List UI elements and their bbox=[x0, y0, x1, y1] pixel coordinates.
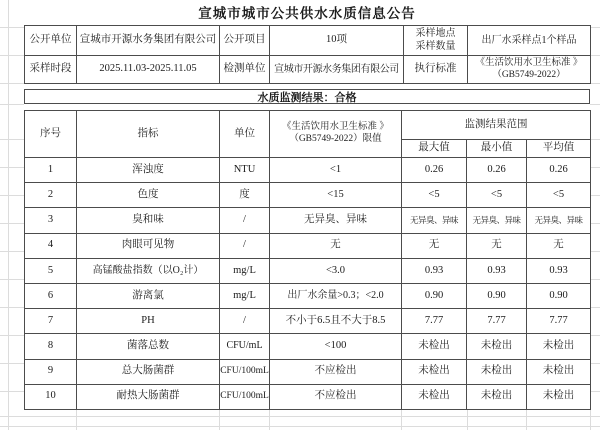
cell-limit: <100 bbox=[270, 334, 402, 359]
gridline bbox=[590, 279, 600, 280]
gridline bbox=[0, 426, 600, 427]
gridline bbox=[8, 0, 9, 430]
cell-limit: 出厂水余量>0.3；<2.0 bbox=[270, 283, 402, 308]
gridline bbox=[0, 363, 24, 364]
cell-min: 0.26 bbox=[467, 158, 527, 183]
cell-indicator: 总大肠菌群 bbox=[77, 359, 220, 384]
cell-limit: 不应检出 bbox=[270, 359, 402, 384]
gridline bbox=[0, 83, 24, 84]
gridline bbox=[0, 307, 24, 308]
result-banner: 水质监测结果：合格 bbox=[24, 89, 590, 104]
table-row bbox=[25, 158, 591, 183]
cell-max: 未检出 bbox=[402, 384, 467, 409]
gridline bbox=[590, 55, 600, 56]
standard-label: 执行标准 bbox=[404, 56, 468, 84]
cell-min: 未检出 bbox=[467, 334, 527, 359]
table-row bbox=[25, 208, 591, 233]
cell-min: 0.90 bbox=[467, 283, 527, 308]
cell-max: 7.77 bbox=[402, 309, 467, 334]
sampling-point-value: 出厂水采样点1个样品 bbox=[468, 26, 591, 56]
gridline bbox=[590, 363, 600, 364]
cell-avg: 无异臭、异味 bbox=[527, 208, 591, 233]
cell-indicator: 肉眼可见物 bbox=[77, 233, 220, 258]
gridline bbox=[401, 409, 402, 430]
gridline bbox=[590, 251, 600, 252]
gridline bbox=[0, 279, 24, 280]
standard-value bbox=[468, 56, 591, 84]
cell-no: 8 bbox=[25, 334, 77, 359]
data-table bbox=[24, 110, 591, 410]
gridline bbox=[526, 409, 527, 430]
cell-avg: 0.26 bbox=[527, 158, 591, 183]
cell-avg: 0.93 bbox=[527, 258, 591, 283]
header-max: 最大值 bbox=[402, 140, 467, 158]
sampling-point-label-line1: 采样地点 bbox=[415, 28, 456, 39]
cell-avg: 0.90 bbox=[527, 283, 591, 308]
cell-unit: NTU bbox=[220, 158, 270, 183]
table-row bbox=[25, 359, 591, 384]
table-row bbox=[25, 309, 591, 334]
gridline bbox=[590, 391, 600, 392]
cell-indicator: 浑浊度 bbox=[77, 158, 220, 183]
cell-unit: mg/L bbox=[220, 283, 270, 308]
cell-min: 未检出 bbox=[467, 384, 527, 409]
gridline bbox=[590, 167, 600, 168]
gridline bbox=[0, 55, 24, 56]
gridline bbox=[0, 195, 24, 196]
cell-limit: 不小于6.5且不大于8.5 bbox=[270, 309, 402, 334]
table-row bbox=[25, 384, 591, 409]
table-row bbox=[25, 258, 591, 283]
cell-indicator: 高锰酸盐指数（以O₂计） bbox=[77, 258, 220, 283]
cell-indicator: 菌落总数 bbox=[77, 334, 220, 359]
test-unit-value: 宣城市开源水务集团有限公司 bbox=[270, 56, 404, 84]
cell-no: 10 bbox=[25, 384, 77, 409]
cell-avg: 无 bbox=[527, 233, 591, 258]
standard-value-line2: （GB5749-2022） bbox=[492, 69, 566, 80]
open-items-value: 10项 bbox=[270, 26, 404, 56]
gridline bbox=[467, 409, 468, 430]
cell-no: 2 bbox=[25, 183, 77, 208]
gridline bbox=[0, 223, 24, 224]
cell-max: 0.93 bbox=[402, 258, 467, 283]
header-no: 序号 bbox=[25, 111, 77, 158]
cell-indicator: 游离氯 bbox=[77, 283, 220, 308]
gridline bbox=[76, 409, 77, 430]
cell-no: 6 bbox=[25, 283, 77, 308]
table-row bbox=[25, 334, 591, 359]
gridline bbox=[590, 335, 600, 336]
cell-indicator: PH bbox=[77, 309, 220, 334]
gridline bbox=[590, 83, 600, 84]
gridline bbox=[0, 251, 24, 252]
header-limit bbox=[270, 111, 402, 158]
gridline bbox=[590, 104, 600, 105]
cell-min: 无异臭、异味 bbox=[467, 208, 527, 233]
gridline bbox=[0, 167, 24, 168]
gridline bbox=[0, 104, 24, 105]
header-limit-line1: 《生活饮用水卫生标准 》 bbox=[282, 122, 389, 133]
cell-unit: / bbox=[220, 309, 270, 334]
cell-min: 7.77 bbox=[467, 309, 527, 334]
gridline bbox=[590, 307, 600, 308]
header-unit: 单位 bbox=[220, 111, 270, 158]
table-row bbox=[25, 233, 591, 258]
gridline bbox=[0, 335, 24, 336]
open-unit-value: 宣城市开源水务集团有限公司 bbox=[77, 26, 220, 56]
cell-min: <5 bbox=[467, 183, 527, 208]
cell-max: <5 bbox=[402, 183, 467, 208]
cell-indicator: 色度 bbox=[77, 183, 220, 208]
cell-limit: 不应检出 bbox=[270, 384, 402, 409]
cell-indicator: 耐热大肠菌群 bbox=[77, 384, 220, 409]
cell-unit: / bbox=[220, 208, 270, 233]
cell-min: 未检出 bbox=[467, 359, 527, 384]
cell-no: 4 bbox=[25, 233, 77, 258]
info-row-2 bbox=[25, 56, 591, 84]
table-row bbox=[25, 283, 591, 308]
cell-max: 未检出 bbox=[402, 334, 467, 359]
cell-limit: 无 bbox=[270, 233, 402, 258]
info-row-1 bbox=[25, 26, 591, 56]
cell-unit: CFU/100mL bbox=[220, 359, 270, 384]
cell-limit: <1 bbox=[270, 158, 402, 183]
open-items-label: 公开项目 bbox=[220, 26, 270, 56]
cell-unit: mg/L bbox=[220, 258, 270, 283]
cell-no: 5 bbox=[25, 258, 77, 283]
cell-avg: 未检出 bbox=[527, 359, 591, 384]
gridline bbox=[0, 139, 24, 140]
cell-avg: <5 bbox=[527, 183, 591, 208]
header-indicator: 指标 bbox=[77, 111, 220, 158]
cell-no: 9 bbox=[25, 359, 77, 384]
cell-no: 7 bbox=[25, 309, 77, 334]
gridline bbox=[269, 409, 270, 430]
open-unit-label: 公开单位 bbox=[25, 26, 77, 56]
gridline bbox=[590, 27, 600, 28]
cell-no: 3 bbox=[25, 208, 77, 233]
cell-unit: 度 bbox=[220, 183, 270, 208]
cell-unit: CFU/100mL bbox=[220, 384, 270, 409]
header-row-main bbox=[25, 111, 591, 140]
info-table bbox=[24, 25, 591, 84]
cell-limit: 无异臭、异味 bbox=[270, 208, 402, 233]
header-avg: 平均值 bbox=[527, 140, 591, 158]
gridline bbox=[0, 416, 600, 417]
header-limit-line2: （GB5749-2022）限值 bbox=[289, 134, 382, 144]
header-range: 监测结果范围 bbox=[402, 111, 591, 140]
page-title: 宣城市城市公共供水水质信息公告 bbox=[198, 6, 416, 21]
cell-limit: <15 bbox=[270, 183, 402, 208]
gridline bbox=[590, 223, 600, 224]
cell-max: 0.90 bbox=[402, 283, 467, 308]
sampling-point-label-line2: 采样数量 bbox=[415, 40, 456, 52]
cell-max: 未检出 bbox=[402, 359, 467, 384]
table-row bbox=[25, 183, 591, 208]
period-label: 采样时段 bbox=[25, 56, 77, 84]
cell-no: 1 bbox=[25, 158, 77, 183]
gridline bbox=[590, 409, 591, 430]
cell-min: 0.93 bbox=[467, 258, 527, 283]
sampling-point-label bbox=[404, 26, 468, 56]
gridline bbox=[590, 139, 600, 140]
gridline bbox=[590, 195, 600, 196]
cell-avg: 未检出 bbox=[527, 334, 591, 359]
gridline bbox=[0, 391, 24, 392]
cell-max: 0.26 bbox=[402, 158, 467, 183]
gridline bbox=[219, 409, 220, 430]
cell-avg: 7.77 bbox=[527, 309, 591, 334]
cell-avg: 未检出 bbox=[527, 384, 591, 409]
period-value: 2025.11.03-2025.11.05 bbox=[77, 56, 220, 84]
test-unit-label: 检测单位 bbox=[220, 56, 270, 84]
cell-limit: <3.0 bbox=[270, 258, 402, 283]
cell-min: 无 bbox=[467, 233, 527, 258]
cell-unit: / bbox=[220, 233, 270, 258]
cell-max: 无 bbox=[402, 233, 467, 258]
cell-unit: CFU/mL bbox=[220, 334, 270, 359]
standard-value-line1: 《生活饮用水卫生标准 》 bbox=[475, 57, 583, 68]
cell-indicator: 臭和味 bbox=[77, 208, 220, 233]
header-min: 最小值 bbox=[467, 140, 527, 158]
cell-max: 无异臭、异味 bbox=[402, 208, 467, 233]
gridline bbox=[0, 27, 24, 28]
